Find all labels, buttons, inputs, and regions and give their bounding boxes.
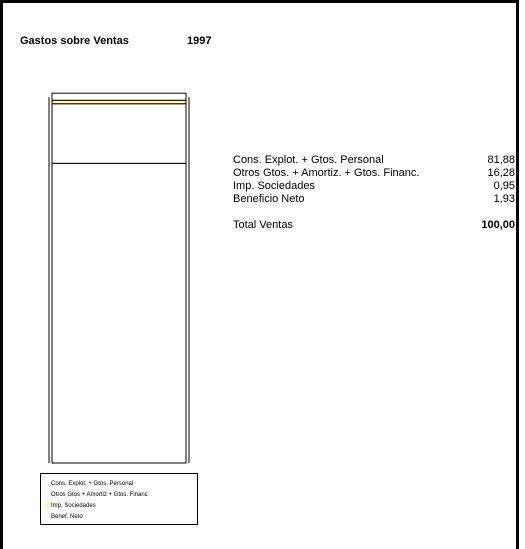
legend-item bbox=[45, 511, 197, 522]
row-label: Beneficio Neto bbox=[233, 193, 305, 205]
row-value: 0,95 bbox=[493, 180, 515, 192]
year-label: 1997 bbox=[187, 35, 212, 47]
legend-label: Cons. Explot. + Gtos. Personal bbox=[51, 480, 134, 487]
row-label: Otros Gtos. + Amortiz. + Gtos. Financ. bbox=[233, 167, 420, 179]
legend-item bbox=[45, 489, 197, 500]
legend-item bbox=[45, 478, 197, 489]
bar-segment-3 bbox=[52, 100, 186, 103]
bar-segment-1 bbox=[52, 163, 186, 463]
total-value: 100,00 bbox=[481, 219, 515, 231]
table-row bbox=[233, 154, 515, 167]
chart-legend bbox=[40, 473, 198, 525]
row-label: Cons. Explot. + Gtos. Personal bbox=[233, 154, 384, 166]
row-value: 81,88 bbox=[487, 154, 515, 166]
bar-segment-4 bbox=[52, 93, 186, 100]
values-table bbox=[233, 154, 515, 232]
stacked-bar-chart bbox=[43, 95, 193, 467]
row-value: 1,93 bbox=[493, 193, 515, 205]
table-row bbox=[233, 193, 515, 206]
legend-label: Imp. Sociedades bbox=[51, 502, 96, 509]
legend-swatch bbox=[45, 514, 49, 519]
legend-label: Benef. Neto bbox=[51, 513, 83, 520]
table-row bbox=[233, 167, 515, 180]
table-spacer bbox=[233, 206, 515, 219]
row-value: 16,28 bbox=[487, 167, 515, 179]
legend-swatch bbox=[45, 492, 49, 497]
total-label: Total Ventas bbox=[233, 219, 293, 231]
bar-segment-2 bbox=[52, 104, 186, 164]
table-total-row bbox=[233, 219, 515, 232]
row-label: Imp. Sociedades bbox=[233, 180, 315, 192]
legend-label: Otros Gtos + Amortiz + Gtos. Financ bbox=[51, 491, 148, 498]
legend-item bbox=[45, 500, 197, 511]
table-row bbox=[233, 180, 515, 193]
page-title: Gastos sobre Ventas bbox=[20, 35, 129, 47]
legend-swatch bbox=[45, 503, 49, 508]
legend-swatch bbox=[45, 481, 49, 486]
